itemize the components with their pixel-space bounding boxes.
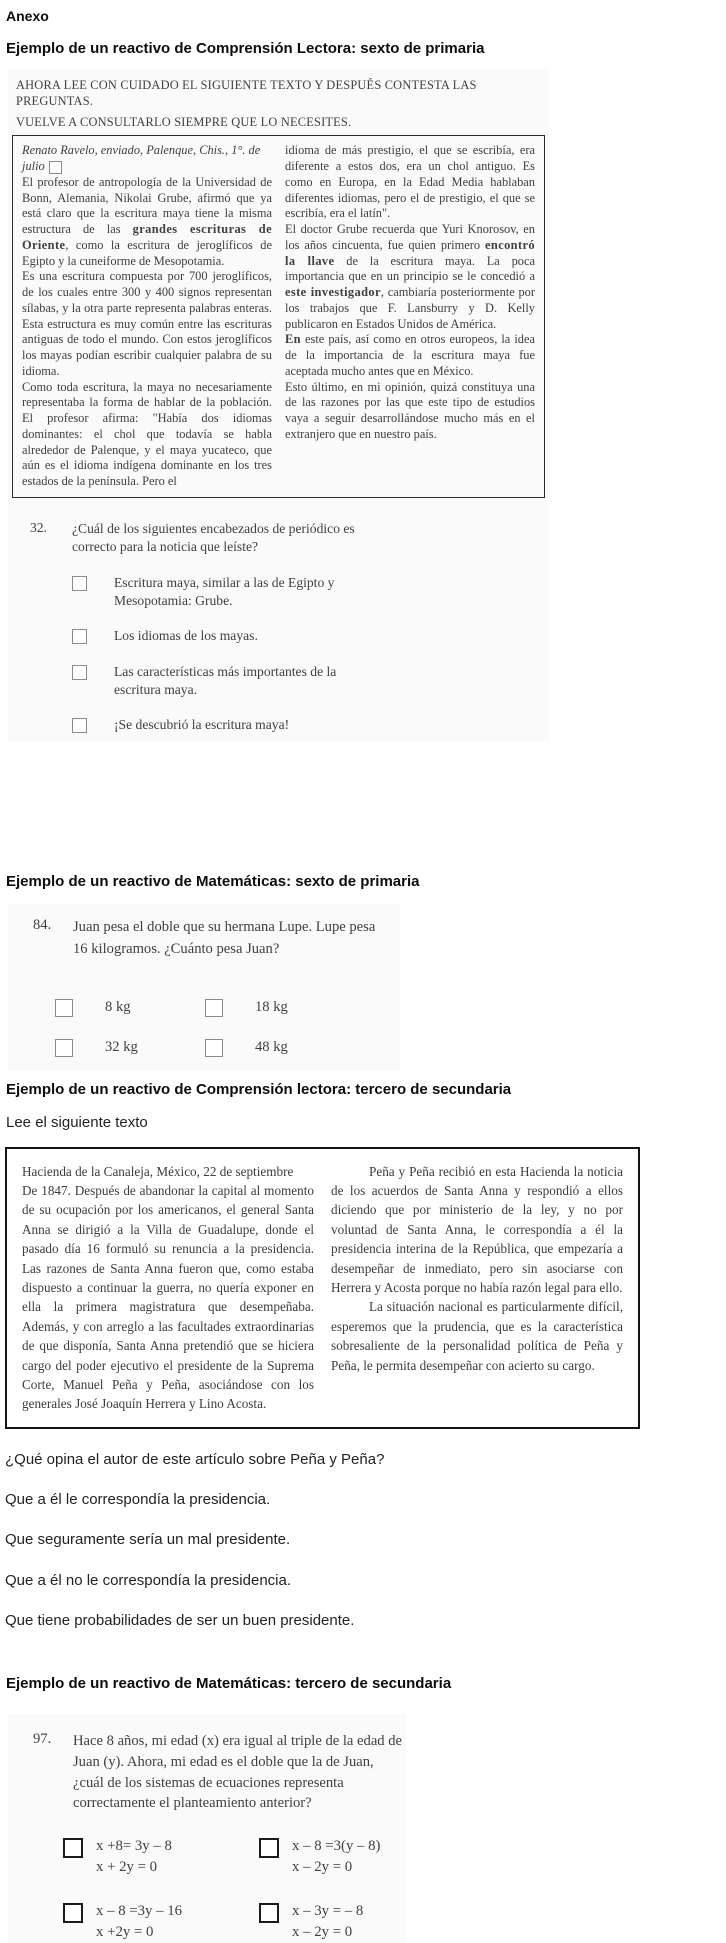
answer-option: Que a él le correspondía la presidencia. xyxy=(5,1491,271,1509)
answer-label: Los idiomas de los mayas. xyxy=(114,628,258,644)
question-text: Hace 8 años, mi edad (x) era igual al triple de la edad de Juan (y). Ahora, mi edad es el doble que la de Juan, ¿cuál de los sistemas de ecuaciones representa correctamente el planteamiento anterior? xyxy=(73,1733,403,1812)
question-84-options xyxy=(55,999,400,1057)
answer-option xyxy=(259,1901,429,1942)
equation-line-1: x +8= 3y – 8 xyxy=(96,1838,172,1854)
answer-option: Que a él no le correspondía la presidencia. xyxy=(5,1571,292,1589)
question-32-options xyxy=(72,574,360,735)
equation-line-2: x – 2y = 0 xyxy=(292,1924,353,1941)
section-heading-matematicas-primaria: Ejemplo de un reactivo de Matemáticas: sexto de primaria xyxy=(6,872,420,890)
passage-left-column xyxy=(22,143,272,490)
question-number: 97. xyxy=(33,1731,52,1748)
answer-option: Que tiene probabilidades de ser un buen presidente. xyxy=(5,1611,355,1629)
equation-line-1: x – 3y = – 8 xyxy=(292,1903,364,1920)
answer-checkbox[interactable] xyxy=(259,1903,279,1923)
reading-passage-box-secundaria xyxy=(5,1147,640,1429)
answer-label: ¡Se descubrió la escritura maya! xyxy=(114,717,290,733)
answer-option xyxy=(259,1836,429,1877)
answer-option xyxy=(72,627,360,645)
instruction-line-2: VUELVE A CONSULTARLO SIEMPRE QUE LO NECESITES. xyxy=(16,115,352,130)
scanned-question-block-lectura-primaria xyxy=(8,69,549,741)
passage-paragraph: El profesor de antropología de la Universidad de Bonn, Alemania, Nikolai Grube, afirmó que ya está claro que la escritura maya tiene la misma estructura de las grandes escrituras de Oriente, como la escritura de jeroglíficos de Egipto y la cuneiforme de Mesopotamia. xyxy=(22,174,272,268)
lead-instruction: Lee el siguiente texto xyxy=(6,1113,148,1131)
scanned-question-block-matematicas-primaria xyxy=(8,904,400,1071)
passage-paragraph: La situación nacional es particularmente difícil, esperemos que la prudencia, que es la característica sobresaliente de la personalidad política de Peña y Peña, le permita desempeñar con acierto su cargo. xyxy=(331,1299,623,1373)
passage-paragraph: Como toda escritura, la maya no necesariamente representaba la forma de hablar de la población. El profesor afirma: "Había dos idiomas dominantes: el chol que todavía se habla alrededor de Palenque, y el maya yucateco, que aún es el idioma indígena dominante en los tres estados de la península. Pero el xyxy=(22,379,272,489)
passage-paragraph: De 1847. Después de abandonar la capital al momento de su ocupación por los americanos, el general Santa Anna se dirigió a la Villa de Guadalupe, donde el pasado día 16 formuló su renuncia a la presidencia. Las razones de Santa Anna fueron que, como estaba dispuesto a continuar la guerra, no quería exponer en ella la primera magistratura que desempeñaba. Además, y con arreglo a las facultades extraordinarias de que disponía, Santa Anna pretendió que se hiciera cargo del poder ejecutivo el presidente de la Suprema Corte, Manuel Peña y Peña, asociándose con los generales José Joaquín Herrera y Lino Acosta. xyxy=(22,1183,314,1412)
scanned-question-block-matematicas-secundaria xyxy=(8,1714,406,1943)
answer-option xyxy=(63,1901,259,1942)
answer-label: Las características más importantes de la escritura maya. xyxy=(114,663,337,698)
answer-option: Que seguramente sería un mal presidente. xyxy=(5,1531,291,1549)
answer-checkbox[interactable] xyxy=(63,1838,83,1858)
equation-line-1: x – 8 =3y – 16 xyxy=(96,1903,183,1920)
page-title: Anexo xyxy=(6,8,49,24)
section-heading-comprension-primaria: Ejemplo de un reactivo de Comprensión Lectora: sexto de primaria xyxy=(6,40,485,57)
answer-checkbox[interactable] xyxy=(205,1039,223,1057)
equation-line-1: x – 8 =3(y – 8) xyxy=(292,1838,381,1854)
byline-text: Renato Ravelo, enviado, Palenque, Chis., 1°. de julio xyxy=(22,143,261,174)
equation-line-2: x – 2y = 0 xyxy=(292,1858,353,1875)
answer-label: 48 kg xyxy=(255,1039,288,1056)
question-number: 84. xyxy=(33,916,52,933)
section-heading-matematicas-secundaria: Ejemplo de un reactivo de Matemáticas: tercero de secundaria xyxy=(6,1675,452,1693)
question-84 xyxy=(33,917,400,961)
answer-checkbox[interactable] xyxy=(72,576,87,591)
question-97-options xyxy=(63,1836,406,1943)
answer-checkbox[interactable] xyxy=(72,629,87,644)
answer-option xyxy=(72,574,360,611)
question-text: Juan pesa el doble que su hermana Lupe. Lupe pesa 16 kilogramos. ¿Cuánto pesa Juan? xyxy=(73,918,376,957)
answer-option xyxy=(205,1039,355,1057)
section-heading-comprension-secundaria: Ejemplo de un reactivo de Comprensión lectora: tercero de secundaria xyxy=(6,1080,512,1098)
answer-option xyxy=(205,999,355,1017)
passage-paragraph: Peña y Peña recibió en esta Hacienda la noticia de los acuerdos de Santa Anna y respondió a ellos diciendo que por ministerio de la ley, y no por voluntad de Santa Anna, le correspondía a él la presidencia interina de la República, que empezaría a desempeñar de inmediato, pero sin asociarse con Herrera y Acosta porque no había razón legal para ello. xyxy=(331,1163,623,1296)
answer-checkbox[interactable] xyxy=(55,999,73,1017)
question-secundaria xyxy=(5,1451,726,1629)
answer-checkbox[interactable] xyxy=(72,718,87,733)
question-text: ¿Cuál de los siguientes encabezados de periódico es correcto para la noticia que leíste? xyxy=(72,520,355,554)
answer-option xyxy=(63,1836,259,1877)
passage-right-column xyxy=(331,1162,623,1414)
answer-label: 18 kg xyxy=(255,999,288,1016)
answer-option xyxy=(72,663,360,700)
answer-option xyxy=(55,1039,205,1057)
answer-checkbox[interactable] xyxy=(72,665,87,680)
passage-right-column xyxy=(285,143,535,490)
question-97 xyxy=(33,1731,406,1814)
answer-checkbox[interactable] xyxy=(55,1039,73,1057)
equation-line-2: x +2y = 0 xyxy=(96,1924,154,1941)
answer-option xyxy=(55,999,205,1017)
passage-paragraph: En este país, así como en otros europeos, la idea de la importancia de la escritura maya fue aceptada mucho antes que en México. xyxy=(285,332,535,378)
answer-label: 32 kg xyxy=(105,1039,138,1056)
passage-paragraph: Hacienda de la Canaleja, México, 22 de septiembre xyxy=(22,1163,294,1179)
byline-checkbox xyxy=(49,161,62,174)
passage-byline xyxy=(22,143,272,175)
question-number: 32. xyxy=(30,519,47,535)
passage-paragraph: Esto último, en mi opinión, quizá constituya una de las razones por las que este tipo de estudios vaya a seguir desarrollándose mucho más en el extranjero que en nuestro país. xyxy=(285,379,535,441)
reading-passage-box xyxy=(12,135,545,498)
question-text: ¿Qué opina el autor de este artículo sobre Peña y Peña? xyxy=(5,1450,385,1468)
answer-checkbox[interactable] xyxy=(63,1903,83,1923)
instruction-line-1: AHORA LEE CON CUIDADO EL SIGUIENTE TEXTO Y DESPUÉS CONTESTA LAS PREGUNTAS. xyxy=(16,78,477,109)
passage-left-column xyxy=(22,1162,314,1414)
passage-paragraph: idioma de más prestigio, el que se escribía, era diferente a estos dos, era un chol antiguo. Es como en Europa, en la Edad Media hablaban diferentes idiomas, pero el de prestigio, el que se escribía, era el latín". xyxy=(285,143,535,221)
passage-paragraph: Es una escritura compuesta por 700 jeroglíficos, de los cuales entre 300 y 400 signos representan sílabas, y la otra parte representa palabras enteras. Esta estructura es muy común entre las escrituras antiguas de todo el mundo. Con estos jeroglíficos los mayas podían escribir cualquier palabra de su idioma. xyxy=(22,269,272,378)
answer-checkbox[interactable] xyxy=(205,999,223,1017)
passage-paragraph: El doctor Grube recuerda que Yuri Knorosov, en los años cincuenta, fue quien primero encontró la llave de la escritura maya. La poca importancia que en un principio se le concedió a este investigador, cambiaría posteriormente por los trabajos que F. Lansburry y D. Kelly publicaron en Estados Unidos de América. xyxy=(285,222,536,331)
answer-option xyxy=(72,716,360,734)
equation-line-2: x + 2y = 0 xyxy=(96,1858,158,1875)
answer-label: Escritura maya, similar a las de Egipto y Mesopotamia: Grube. xyxy=(114,574,335,609)
question-32 xyxy=(30,520,549,735)
answer-checkbox[interactable] xyxy=(259,1838,279,1858)
answer-label: 8 kg xyxy=(105,999,131,1016)
